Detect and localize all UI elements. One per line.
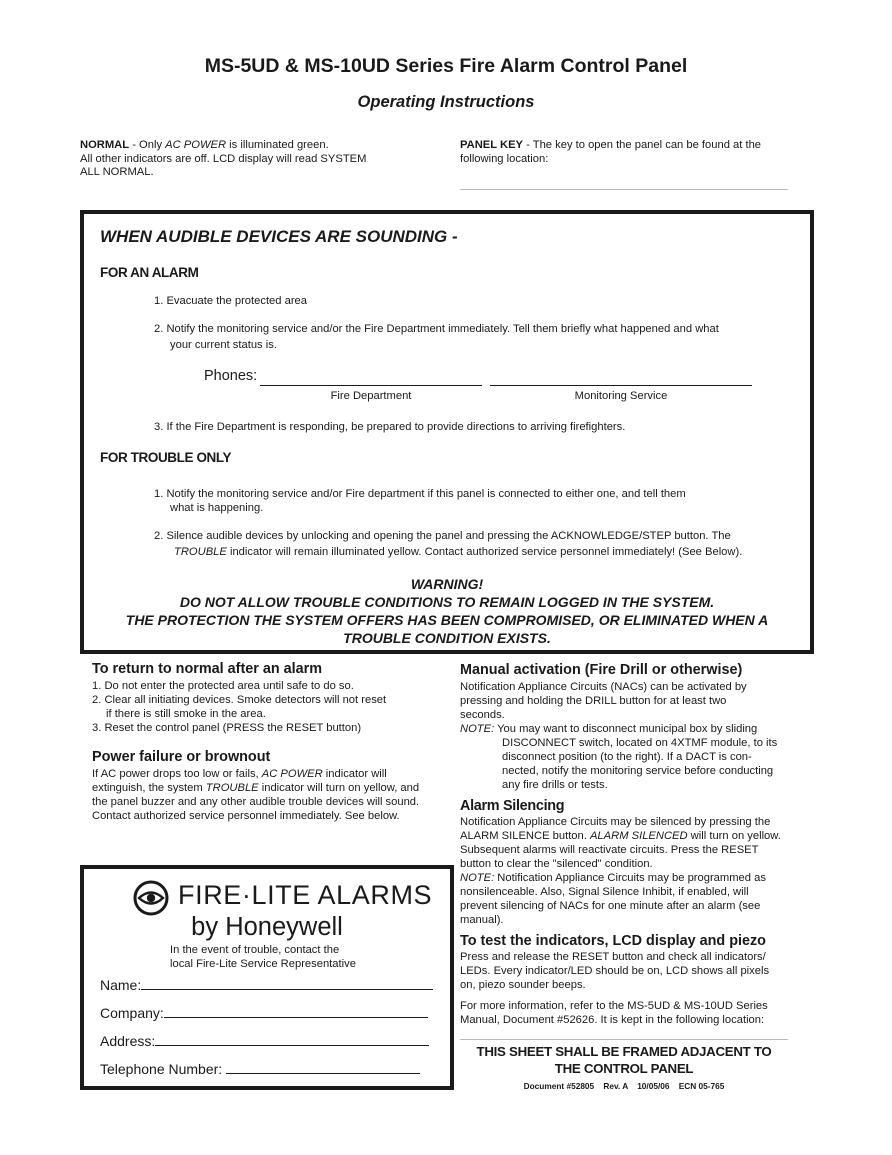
silencing-note-label: NOTE: xyxy=(460,872,495,884)
power-term-trouble: TROUBLE xyxy=(205,782,259,794)
trouble-item-2: 2. Silence audible devices by unlocking and opening the panel and pressing the ACKNOWLEDGE/STEP button. The xyxy=(154,530,731,542)
phones-label: Phones: xyxy=(204,368,258,384)
warning-line-1: DO NOT ALLOW TROUBLE CONDITIONS TO REMAIN LOGGED IN THE SYSTEM. xyxy=(179,594,715,610)
manual-line-1: Notification Appliance Circuits (NACs) can be activated by xyxy=(460,681,747,693)
more-info-line-2: Manual, Document #52626. It is kept in the following location: xyxy=(460,1014,765,1026)
trouble-item-2-rest: indicator will remain illuminated yellow. Contact authorized service personnel immediately! (See Below). xyxy=(226,546,743,558)
panel-key-location-line xyxy=(460,189,788,190)
fire-dept-label: Fire Department xyxy=(330,390,412,402)
trouble-item-1-cont: what is happening. xyxy=(170,502,264,514)
more-info-line-1: For more information, refer to the MS-5UD & MS-10UD Series xyxy=(460,1000,768,1012)
manual-line-3: seconds. xyxy=(460,709,505,721)
return-normal-line-4: 3. Reset the control panel (PRESS the RESET button) xyxy=(92,722,362,734)
page-subtitle: Operating Instructions xyxy=(357,93,535,111)
power-text-1a: If AC power drops too low or fails, xyxy=(92,768,262,780)
company-field-line xyxy=(164,1005,428,1018)
eye-logo-icon xyxy=(132,879,170,917)
silencing-text-2b: will turn on yellow. xyxy=(687,830,781,842)
alarm-silencing-heading: Alarm Silencing xyxy=(460,798,565,814)
silencing-note-line-2: nonsilenceable. Also, Signal Silence Inhibit, if enabled, will xyxy=(460,886,749,898)
logo-wordmark: FIRE·LITE ALARMS xyxy=(178,880,433,910)
return-normal-heading: To return to normal after an alarm xyxy=(92,661,323,677)
manual-note-line-4: nected, notify the monitoring service before conducting xyxy=(502,765,774,777)
manual-note-line-2: DISCONNECT switch, located on 4XTMF module, to its xyxy=(502,737,778,749)
return-normal-line-3: if there is still smoke in the area. xyxy=(106,708,266,720)
ac-power-term: AC POWER xyxy=(165,139,227,151)
alarm-item-3: 3. If the Fire Department is responding, be prepared to provide directions to arriving firefighters. xyxy=(154,421,626,433)
power-failure-line-1 xyxy=(92,767,387,781)
warning-line-2: THE PROTECTION THE SYSTEM OFFERS HAS BEEN COMPROMISED, OR ELIMINATED WHEN A xyxy=(125,612,769,628)
silencing-line-1: Notification Appliance Circuits may be silenced by pressing the xyxy=(460,816,771,828)
panel-key-note xyxy=(460,139,790,166)
company-field-row xyxy=(100,1005,428,1021)
address-field-line xyxy=(155,1033,429,1046)
alarm-item-2-cont: your current status is. xyxy=(170,339,277,351)
monitoring-label: Monitoring Service xyxy=(574,390,668,402)
frame-notice-line-2: THE CONTROL PANEL xyxy=(554,1061,694,1076)
name-field-row xyxy=(100,977,433,993)
fire-dept-phone-line xyxy=(260,369,482,386)
power-text-2a: extinguish, the system xyxy=(92,782,206,794)
manual-note-first: You may want to disconnect municipal box by sliding xyxy=(494,723,758,735)
normal-text-1: - Only xyxy=(129,139,166,151)
silencing-note-line-1 xyxy=(460,871,766,885)
panel-key-text: - The key to open the panel can be found at the following location: xyxy=(460,139,762,165)
power-failure-line-4: Contact authorized service personnel immediately. See below. xyxy=(92,810,400,822)
trouble-contact-line-2: local Fire-Lite Service Representative xyxy=(170,958,356,970)
service-contact-box xyxy=(80,865,454,1090)
silencing-note-line-4: manual). xyxy=(460,914,504,926)
normal-note-line-1 xyxy=(80,139,400,153)
alarm-item-1: 1. Evacuate the protected area xyxy=(154,295,307,307)
power-failure-line-2 xyxy=(92,781,419,795)
phone-field-row xyxy=(100,1061,420,1077)
phone-label: Telephone Number: xyxy=(100,1061,223,1077)
manual-location-line xyxy=(460,1039,788,1040)
address-field-row xyxy=(100,1033,429,1049)
silencing-line-3: Subsequent alarms will reactivate circuits. Press the RESET xyxy=(460,844,759,856)
normal-note xyxy=(80,139,400,180)
page-title: MS-5UD & MS-10UD Series Fire Alarm Control Panel xyxy=(204,55,688,77)
monitoring-phone-line xyxy=(490,369,752,386)
manual-note-line-5: any fire drills or tests. xyxy=(502,779,608,791)
trouble-item-1: 1. Notify the monitoring service and/or Fire department if this panel is connected to either one, and tell them xyxy=(154,488,686,500)
fire-lite-logo xyxy=(132,877,433,917)
warning-title: WARNING! xyxy=(410,576,484,592)
power-failure-line-3: the panel buzzer and any other audible trouble devices will sound. xyxy=(92,796,420,808)
by-honeywell: by Honeywell xyxy=(191,913,343,941)
trouble-term: TROUBLE xyxy=(174,546,227,558)
frame-notice-line-1: THIS SHEET SHALL BE FRAMED ADJACENT TO xyxy=(476,1044,772,1059)
frame-notice xyxy=(460,1043,788,1077)
name-label: Name: xyxy=(100,977,142,993)
manual-note-line-3: disconnect position (to the right). If a DACT is con- xyxy=(502,751,752,763)
alarm-heading: FOR AN ALARM xyxy=(100,265,199,280)
normal-note-line-3: ALL NORMAL. xyxy=(80,166,154,179)
trouble-contact-note xyxy=(170,943,356,971)
warning-line-3: TROUBLE CONDITION EXISTS. xyxy=(343,630,551,646)
silencing-line-4: button to clear the "silenced" condition. xyxy=(460,858,653,870)
power-text-1b: indicator will xyxy=(322,768,387,780)
normal-text-2: is illuminated green. xyxy=(226,139,329,151)
power-text-2b: indicator will turn on yellow, and xyxy=(258,782,420,794)
trouble-item-2-cont xyxy=(174,544,742,560)
power-failure-heading: Power failure or brownout xyxy=(92,749,271,765)
silencing-note-first: Notification Appliance Circuits may be programmed as xyxy=(494,872,766,884)
document-info: Document #52805 Rev. A 10/05/06 ECN 05-765 xyxy=(523,1081,725,1091)
company-label: Company: xyxy=(100,1005,164,1021)
test-line-1: Press and release the RESET button and check all indicators/ xyxy=(460,951,766,963)
manual-line-2: pressing and holding the DRILL button for at least two xyxy=(460,695,727,707)
normal-note-line-2: All other indicators are off. LCD display will read SYSTEM xyxy=(80,152,367,165)
alarm-item-2: 2. Notify the monitoring service and/or the Fire Department immediately. Tell them briefly what happened and what xyxy=(154,323,719,335)
audible-devices-box xyxy=(80,210,814,654)
manual-note-label: NOTE: xyxy=(460,723,495,735)
test-line-2: LEDs. Every indicator/LED should be on, LCD shows all pixels xyxy=(460,965,770,977)
phone-field-line xyxy=(226,1061,420,1074)
test-heading: To test the indicators, LCD display and piezo xyxy=(460,933,766,949)
normal-label: NORMAL xyxy=(80,139,130,151)
test-line-3: on, piezo sounder beeps. xyxy=(460,979,586,991)
manual-note-line-1 xyxy=(460,722,757,736)
power-term-ac: AC POWER xyxy=(261,768,323,780)
alarm-silenced-term: ALARM SILENCED xyxy=(589,830,688,842)
audible-heading: WHEN AUDIBLE DEVICES ARE SOUNDING - xyxy=(100,227,458,246)
silencing-note-line-3: prevent silencing of NACs for one minute after an alarm (see xyxy=(460,900,761,912)
address-label: Address: xyxy=(100,1033,156,1049)
trouble-heading: FOR TROUBLE ONLY xyxy=(100,450,232,465)
return-normal-line-1: 1. Do not enter the protected area until safe to do so. xyxy=(92,680,354,692)
name-field-line xyxy=(141,977,433,990)
manual-activation-heading: Manual activation (Fire Drill or otherwise) xyxy=(460,662,743,678)
silencing-text-2a: ALARM SILENCE button. xyxy=(460,830,590,842)
silencing-line-2 xyxy=(460,829,781,843)
panel-key-label: PANEL KEY xyxy=(460,139,523,151)
trouble-contact-line-1: In the event of trouble, contact the xyxy=(170,944,340,956)
return-normal-line-2: 2. Clear all initiating devices. Smoke detectors will not reset xyxy=(92,694,387,706)
